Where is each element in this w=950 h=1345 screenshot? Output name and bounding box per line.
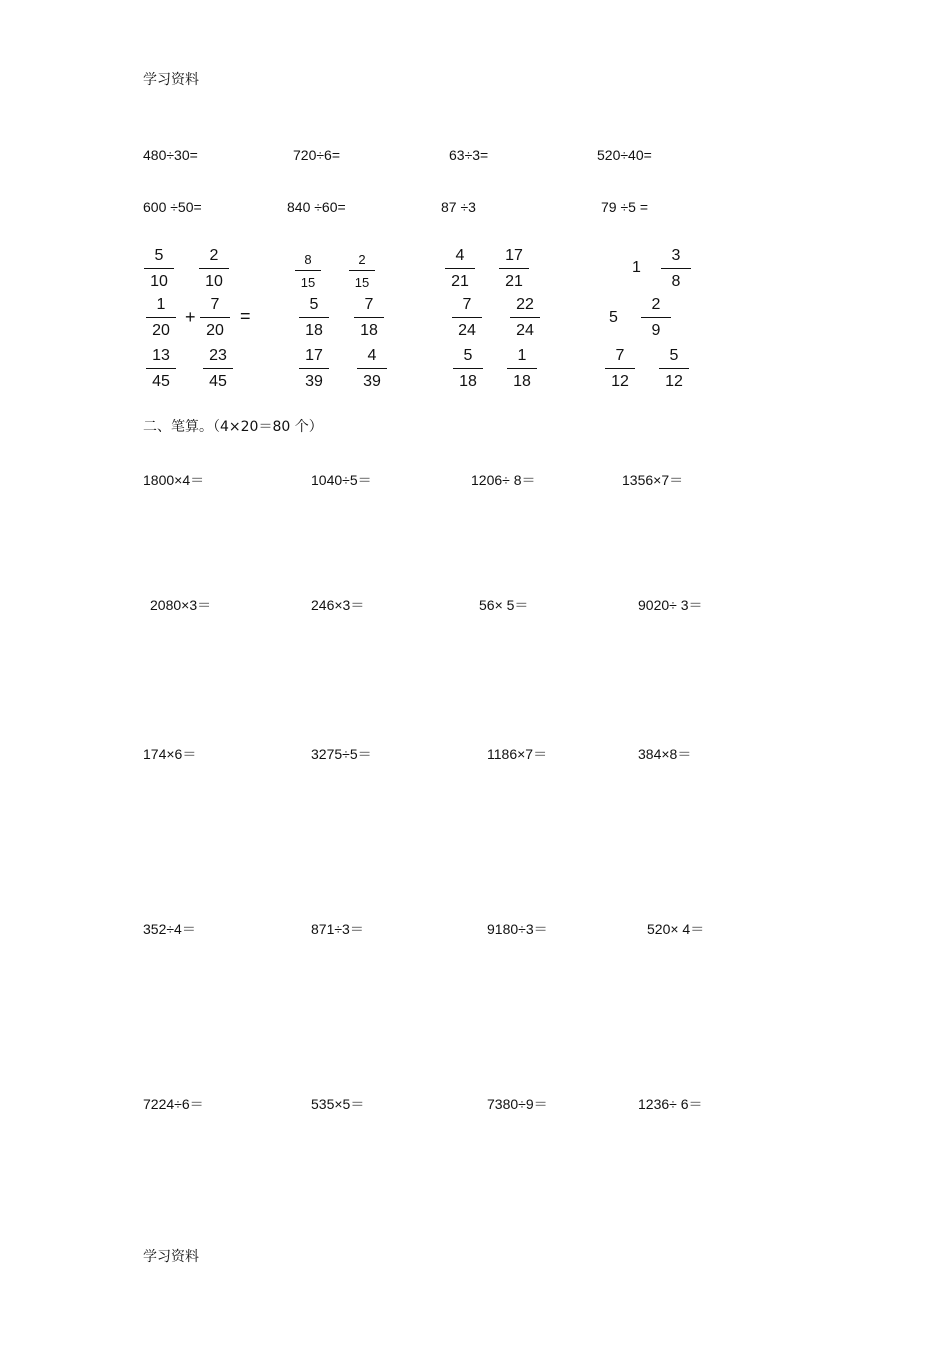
written-problem: 1800×4＝ [143, 472, 205, 488]
fraction [453, 347, 483, 391]
fraction-bar [349, 270, 375, 271]
fraction [354, 296, 384, 340]
written-problem: 7224÷6＝ [143, 1096, 204, 1112]
written-problem: 174×6＝ [143, 746, 197, 762]
written-problem: 520× 4＝ [647, 921, 705, 937]
fraction-numerator: 4 [367, 347, 377, 364]
fraction-denominator: 18 [305, 322, 323, 339]
fraction-numerator: 5 [309, 296, 319, 313]
written-problem: 7380÷9＝ [487, 1096, 548, 1112]
written-problem: 871÷3＝ [311, 921, 364, 937]
fraction-denominator: 18 [360, 322, 378, 339]
fraction-bar [659, 368, 689, 369]
fraction-bar [200, 317, 230, 318]
fraction-numerator: 7 [364, 296, 374, 313]
written-problem: 384×8＝ [638, 746, 692, 762]
fraction [510, 296, 540, 340]
fraction-denominator: 10 [150, 273, 168, 290]
oral-problem: 63÷3= [449, 147, 489, 163]
written-problem: 535×5＝ [311, 1096, 365, 1112]
fraction-numerator: 22 [516, 296, 534, 313]
fraction-denominator: 45 [152, 373, 170, 390]
fraction-numerator: 13 [152, 347, 170, 364]
written-problem: 246×3＝ [311, 597, 365, 613]
fraction [605, 347, 635, 391]
fraction-denominator: 39 [305, 373, 323, 390]
fraction-bar [199, 268, 229, 269]
written-problem: 9020÷ 3＝ [638, 597, 703, 613]
fraction-numerator: 23 [209, 347, 227, 364]
fraction-numerator: 1 [156, 296, 166, 313]
fraction-bar [507, 368, 537, 369]
fraction-numerator: 2 [651, 296, 661, 313]
fraction-bar [203, 368, 233, 369]
fraction-numerator: 5 [463, 347, 473, 364]
oral-problem: 600 ÷50= [143, 199, 202, 215]
fraction-denominator: 12 [665, 373, 683, 390]
oral-problem: 520÷40= [597, 147, 652, 163]
oral-problem: 79 ÷5 = [601, 199, 648, 215]
fraction-numerator: 7 [210, 296, 220, 313]
whole-number: 5 [609, 309, 618, 326]
written-problem: 1206÷ 8＝ [471, 472, 536, 488]
fraction-bar [605, 368, 635, 369]
fraction-denominator: 10 [205, 273, 223, 290]
fraction-bar [357, 368, 387, 369]
fraction [299, 347, 329, 391]
fraction-numerator: 17 [305, 347, 323, 364]
fraction-denominator: 12 [611, 373, 629, 390]
fraction-bar [499, 268, 529, 269]
section-title: 二、笔算。（4×20＝80 个） [143, 419, 323, 435]
written-problem: 3275÷5＝ [311, 746, 372, 762]
fraction-denominator: 18 [459, 373, 477, 390]
written-problem: 352÷4＝ [143, 921, 196, 937]
oral-problem: 480÷30= [143, 147, 198, 163]
written-problem: 1186×7＝ [487, 746, 548, 762]
fraction-numerator: 4 [455, 247, 465, 264]
fraction [507, 347, 537, 391]
fraction [199, 247, 229, 291]
fraction-bar [295, 270, 321, 271]
fraction-denominator: 21 [505, 273, 523, 290]
fraction-numerator: 7 [615, 347, 625, 364]
oral-problem: 87 ÷3 [441, 199, 476, 215]
fraction-bar [144, 268, 174, 269]
fraction-denominator: 21 [451, 273, 469, 290]
plus-sign: + [185, 307, 196, 327]
fraction [295, 252, 321, 290]
fraction-bar [299, 317, 329, 318]
fraction-denominator: 15 [354, 275, 370, 290]
fraction-bar [445, 268, 475, 269]
fraction-bar [146, 317, 176, 318]
fraction [661, 247, 691, 291]
fraction [200, 296, 230, 340]
fraction-denominator: 20 [206, 322, 224, 339]
fraction-denominator: 24 [458, 322, 476, 339]
fraction-bar [452, 317, 482, 318]
fraction [452, 296, 482, 340]
page-footer-title: 学习资料 [143, 1249, 199, 1265]
fraction [445, 247, 475, 291]
written-problem: 1356×7＝ [622, 472, 684, 488]
fraction [349, 252, 375, 290]
written-problem: 1040÷5＝ [311, 472, 372, 488]
fraction-bar [299, 368, 329, 369]
fraction-denominator: 18 [513, 373, 531, 390]
oral-problem: 720÷6= [293, 147, 341, 163]
fraction [659, 347, 689, 391]
equals-sign: = [240, 306, 251, 326]
fraction [299, 296, 329, 340]
fraction-denominator: 39 [363, 373, 381, 390]
written-problem: 9180÷3＝ [487, 921, 548, 937]
fraction-numerator: 7 [462, 296, 472, 313]
fraction-bar [146, 368, 176, 369]
fraction-numerator: 5 [154, 247, 164, 264]
page-header-title: 学习资料 [143, 72, 199, 88]
written-problem: 1236÷ 6＝ [638, 1096, 703, 1112]
fraction-denominator: 15 [300, 275, 316, 290]
fraction [203, 347, 233, 391]
whole-number: 1 [632, 259, 641, 276]
fraction-bar [641, 317, 671, 318]
fraction [357, 347, 387, 391]
fraction-bar [453, 368, 483, 369]
oral-problem: 840 ÷60= [287, 199, 346, 215]
written-problem: 56× 5＝ [479, 597, 529, 613]
fraction [641, 296, 671, 340]
fraction-numerator: 17 [505, 247, 523, 264]
fraction-bar [661, 268, 691, 269]
fraction [146, 296, 176, 340]
fraction-bar [510, 317, 540, 318]
fraction-denominator: 45 [209, 373, 227, 390]
fraction [144, 247, 174, 291]
fraction-denominator: 24 [516, 322, 534, 339]
fraction-numerator: 2 [358, 252, 366, 267]
fraction-numerator: 8 [304, 252, 312, 267]
fraction-numerator: 5 [669, 347, 679, 364]
fraction-bar [354, 317, 384, 318]
fraction-numerator: 3 [671, 247, 681, 264]
written-problem: 2080×3＝ [150, 597, 212, 613]
fraction-numerator: 2 [209, 247, 219, 264]
fraction-denominator: 8 [671, 273, 681, 290]
fraction-denominator: 9 [651, 322, 661, 339]
fraction [146, 347, 176, 391]
fraction-numerator: 1 [517, 347, 527, 364]
fraction [499, 247, 529, 291]
fraction-denominator: 20 [152, 322, 170, 339]
